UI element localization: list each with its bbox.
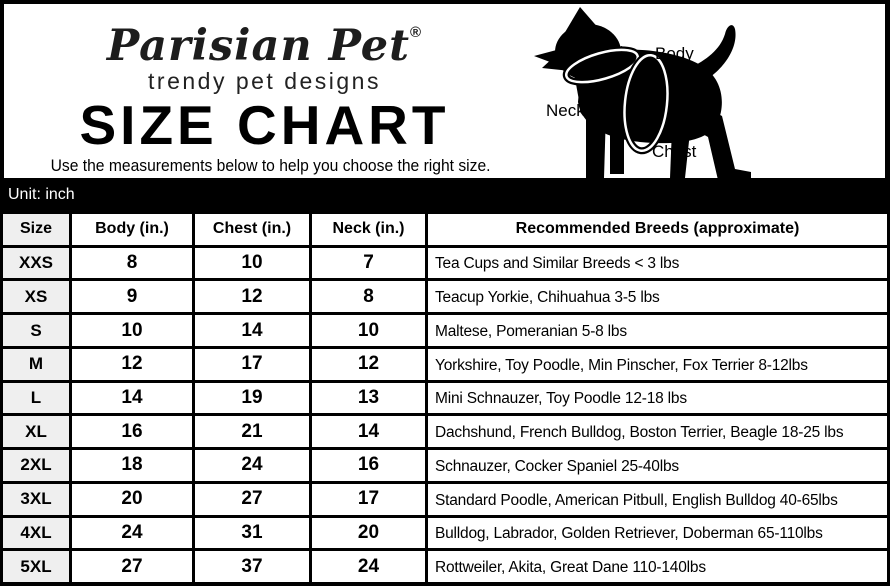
breeds-cell: Yorkshire, Toy Poodle, Min Pinscher, Fox Terrier 8-12lbs xyxy=(428,349,887,380)
neck-cell: 12 xyxy=(312,349,425,380)
neck-cell: 16 xyxy=(312,450,425,481)
size-cell: L xyxy=(3,383,69,414)
brand-name-text: Parisian Pet xyxy=(106,21,410,71)
brand-logo xyxy=(32,8,497,71)
breeds-cell: Teacup Yorkie, Chihuahua 3-5 lbs xyxy=(428,281,887,312)
chest-cell: 27 xyxy=(195,484,309,515)
neck-cell: 13 xyxy=(312,383,425,414)
breeds-cell: Rottweiler, Akita, Great Dane 110-140lbs xyxy=(428,551,887,582)
neck-cell: 20 xyxy=(312,518,425,549)
col-header-chest: Chest (in.) xyxy=(195,214,309,245)
header-box xyxy=(0,0,890,178)
chest-cell: 14 xyxy=(195,315,309,346)
chest-cell: 19 xyxy=(195,383,309,414)
body-cell: 27 xyxy=(72,551,192,582)
brand-block xyxy=(32,8,497,176)
breeds-cell: Schnauzer, Cocker Spaniel 25-40lbs xyxy=(428,450,887,481)
chest-cell: 21 xyxy=(195,416,309,447)
chest-cell: 24 xyxy=(195,450,309,481)
neck-cell: 7 xyxy=(312,248,425,279)
body-cell: 8 xyxy=(72,248,192,279)
neck-cell: 24 xyxy=(312,551,425,582)
col-header-neck: Neck (in.) xyxy=(312,214,425,245)
breeds-cell: Dachshund, French Bulldog, Boston Terrier, Beagle 18-25 lbs xyxy=(428,416,887,447)
size-table xyxy=(0,211,890,586)
neck-cell: 10 xyxy=(312,315,425,346)
chest-cell: 31 xyxy=(195,518,309,549)
body-cell: 16 xyxy=(72,416,192,447)
chest-measure-label: Chest xyxy=(652,142,697,161)
body-cell: 18 xyxy=(72,450,192,481)
col-header-breeds: Recommended Breeds (approximate) xyxy=(428,214,887,245)
col-header-size: Size xyxy=(3,214,69,245)
body-cell: 9 xyxy=(72,281,192,312)
body-cell: 12 xyxy=(72,349,192,380)
size-cell: 5XL xyxy=(3,551,69,582)
size-cell: 2XL xyxy=(3,450,69,481)
chest-cell: 10 xyxy=(195,248,309,279)
body-cell: 10 xyxy=(72,315,192,346)
body-measure-label: Body xyxy=(655,44,694,63)
breeds-cell: Bulldog, Labrador, Golden Retriever, Doberman 65-110lbs xyxy=(428,518,887,549)
chest-cell: 12 xyxy=(195,281,309,312)
breeds-cell: Mini Schnauzer, Toy Poodle 12-18 lbs xyxy=(428,383,887,414)
size-cell: XL xyxy=(3,416,69,447)
neck-cell: 14 xyxy=(312,416,425,447)
body-cell: 20 xyxy=(72,484,192,515)
dog-ear xyxy=(564,7,600,34)
page-title: SIZE CHART xyxy=(79,94,450,156)
neck-measure-label: Neck xyxy=(546,101,585,120)
neck-cell: 8 xyxy=(312,281,425,312)
breeds-cell: Standard Poodle, American Pitbull, English Bulldog 40-65lbs xyxy=(428,484,887,515)
size-cell: S xyxy=(3,315,69,346)
size-cell: M xyxy=(3,349,69,380)
size-cell: 3XL xyxy=(3,484,69,515)
col-header-body: Body (in.) xyxy=(72,214,192,245)
body-cell: 24 xyxy=(72,518,192,549)
dog-silhouette-svg xyxy=(522,6,777,182)
unit-bar: Unit: inch xyxy=(0,178,890,211)
chest-cell: 37 xyxy=(195,551,309,582)
registered-trademark-symbol: ® xyxy=(410,24,423,41)
dog-measurement-diagram xyxy=(522,6,777,182)
brand-tagline: trendy pet designs xyxy=(148,68,381,94)
body-cell: 14 xyxy=(72,383,192,414)
page-subtitle: Use the measurements below to help you choose the right size. xyxy=(50,156,491,175)
breeds-cell: Tea Cups and Similar Breeds < 3 lbs xyxy=(428,248,887,279)
size-cell: XS xyxy=(3,281,69,312)
size-cell: 4XL xyxy=(3,518,69,549)
chest-cell: 17 xyxy=(195,349,309,380)
neck-cell: 17 xyxy=(312,484,425,515)
dog-tail xyxy=(690,25,736,82)
breeds-cell: Maltese, Pomeranian 5-8 lbs xyxy=(428,315,887,346)
size-cell: XXS xyxy=(3,248,69,279)
